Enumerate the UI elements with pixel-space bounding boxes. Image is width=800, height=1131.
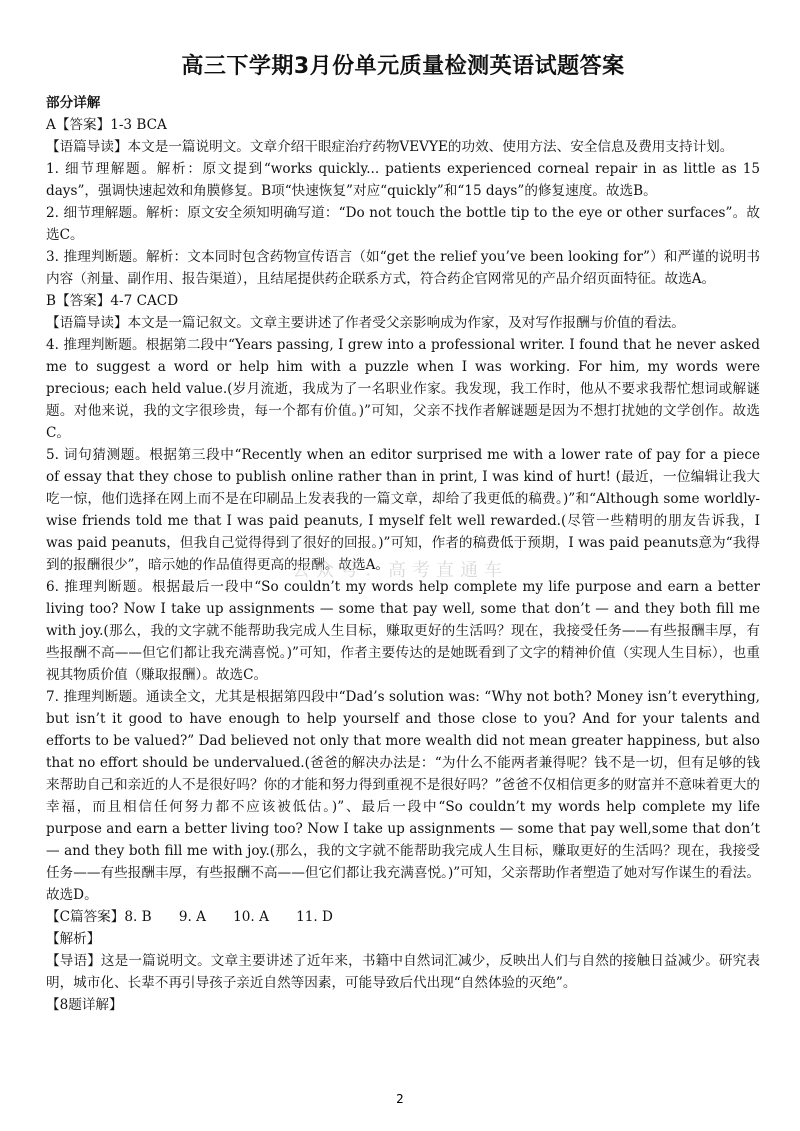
section-heading: 部分详解 bbox=[46, 95, 101, 111]
paragraph-q6: 6. 推理判断题。根据最后一段中“So couldn’t my words help complete my life purpose and earn a better living too? Now I take up assignments — some that pay well, some that don’t — and they both fill me with joy.(那么，我的文字就不能帮助我完成人生目标，赚取更好的生活吗？现在，我接受任务——有些报酬丰厚，有些报酬不高——但它们都让我充满喜悦。)”可知，作者主要传达的是她既看到了文字的精神价值（实现人生目标），也重视其物质价值（赚取报酬）。故选C。 bbox=[46, 579, 760, 683]
paragraph-q1: 1. 细节理解题。解析：原文提到“works quickly... patients experienced corneal repair in as little as 15 days”，强调快速起效和角膜修复。B项“快速恢复”对应“quickly”和“15 days”的修复速度。故选B。 bbox=[46, 161, 760, 199]
page-number: 2 bbox=[396, 1092, 404, 1106]
paragraph-q3: 3. 推理判断题。解析：文本同时包含药物宣传语言（如“get the relief you’ve been looking for”）和严谨的说明书内容（剂量、副作用、报告渠道），且结尾提供药企联系方式，符合药企官网常见的产品介绍页面特征。故选A。 bbox=[46, 249, 760, 287]
paragraph-b-guide: 【语篇导读】本文是一篇记叙文。文章主要讲述了作者受父亲影响成为作家，及对写作报酬与价值的看法。 bbox=[46, 315, 685, 331]
paragraph-q2: 2. 细节理解题。解析：原文安全须知明确写道：“Do not touch the bottle tip to the eye or other surfaces”。故选C。 bbox=[46, 205, 760, 243]
page-title: 高三下学期3月份单元质量检测英语试题答案 bbox=[181, 54, 625, 79]
watermark: 公众号：高考直通车 bbox=[292, 560, 508, 581]
paragraph-c-guide: 【导语】这是一篇说明文。文章主要讲述了近年来，书籍中自然词汇减少，反映出人们与自然的接触日益减少。研究表明，城市化、长辈不再引导孩子亲近自然等因素，可能导致后代出现“自然体验的灭绝”。 bbox=[46, 953, 760, 991]
paragraph-c-answer: 【C篇答案】8. B 9. A 10. A 11. D bbox=[46, 909, 333, 925]
paragraph-q7: 7. 推理判断题。通读全文，尤其是根据第四段中“Dad’s solution was: “Why not both? Money isn’t everything, but isn’t it good to have enough to help yourself and those close to you? And for your talents and efforts to be valued?” Dad believed not only that more wealth did not mean greater happiness, but also that no effort should be undervalued.(爸爸的解决办法是：“为什么不能两者兼得呢？钱不是一切，但有足够的钱来帮助自己和亲近的人不是很好吗？你的才能和努力得到重视不是很好吗？”爸爸不仅相信更多的财富并不意味着更大的幸福，而且相信任何努力都不应该被低估。)”、最后一段中“So couldn’t my words help complete my life purpose and earn a better living too? Now I take up assignments — some that pay well,some that don’t — and they both fill me with joy.(那么，我的文字就不能帮助我完成人生目标，赚取更好的生活吗？现在，我接受任务——有些报酬丰厚，有些报酬不高——但它们都让我充满喜悦。)”可知，父亲帮助作者塑造了她对写作谋生的看法。故选D。 bbox=[46, 689, 760, 903]
paragraph-b-answer: B【答案】4-7 CACD bbox=[46, 293, 179, 309]
paragraph-a-guide: 【语篇导读】本文是一篇说明文。文章介绍干眼症治疗药物VEVYE的功效、使用方法、安全信息及费用支持计划。 bbox=[46, 139, 734, 155]
paragraph-q4: 4. 推理判断题。根据第二段中“Years passing, I grew into a professional writer. I found that he never asked me to suggest a word or help him with a puzzle when I was working. For him, my words were precious; each held value.(岁月流逝，我成为了一名职业作家。我发现，我工作时，他从不要求我帮忙想词或解谜题。对他来说，我的文字很珍贵，每一个都有价值。)”可知，父亲不找作者解谜题是因为不想打扰她的文学创作。故选C。 bbox=[46, 337, 760, 441]
paragraph-c-analysis: 【解析】 bbox=[46, 931, 101, 947]
paragraph-q5: 5. 词句猜测题。根据第三段中“Recently when an editor surprised me with a lower rate of pay for a piece of essay that they chose to publish online rather than in print, I was kind of hurt! (最近，一位编辑让我大吃一惊，他们选择在网上而不是在印刷品上发表我的一篇文章，却给了我更低的稿费。)”和“Although some worldly-wise friends told me that I was paid peanuts, I myself felt well rewarded.(尽管一些精明的朋友告诉我，I was paid peanuts，但我自己觉得得到了很好的回报。)”可知，作者的稿费低于预期，I was paid peanuts意为“我得到的报酬很少”，暗示她的作品值得更高的报酬。故选A。 bbox=[46, 447, 760, 573]
paragraph-q8-heading: 【8题详解】 bbox=[46, 997, 123, 1013]
paragraph-a-answer: A【答案】1-3 BCA bbox=[46, 117, 167, 133]
